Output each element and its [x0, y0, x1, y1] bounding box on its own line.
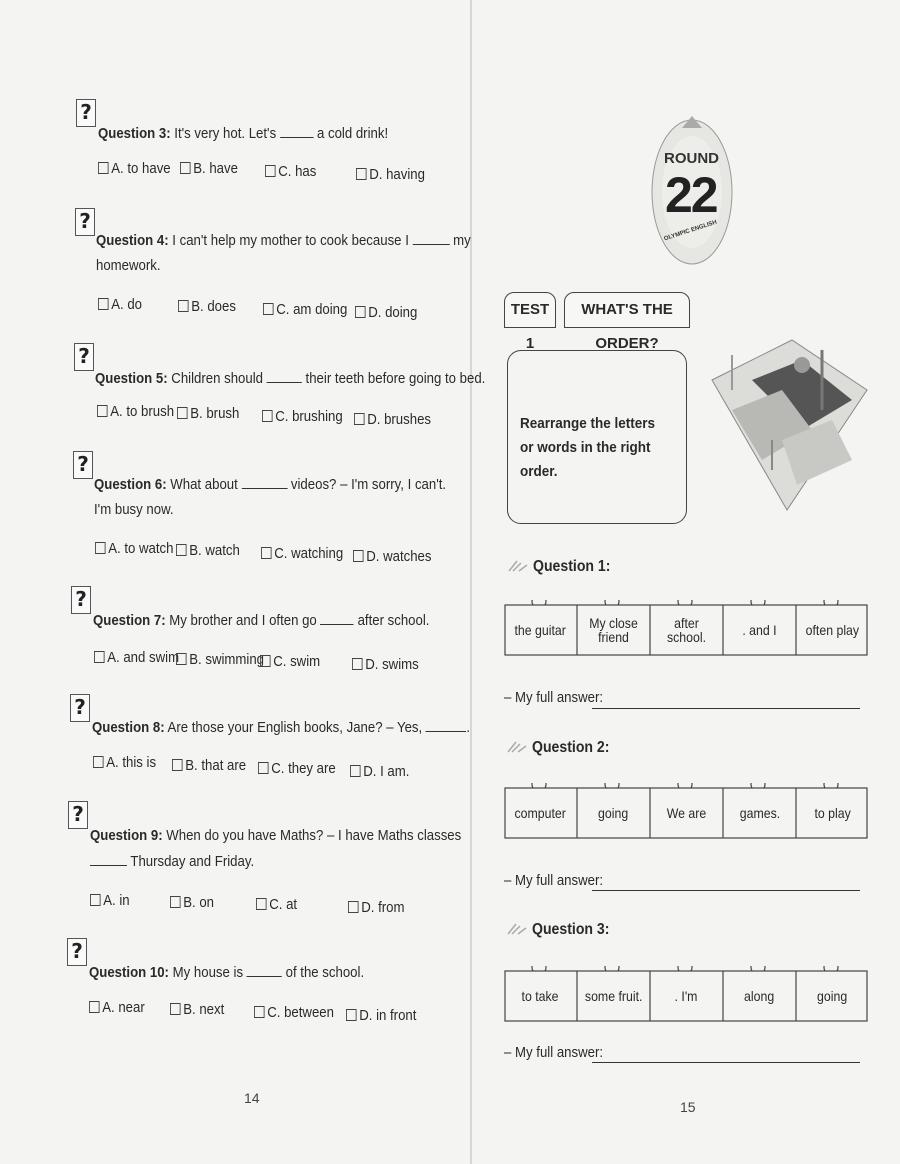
puzzle-piece[interactable]: going	[817, 988, 848, 1004]
option-a[interactable]: A. in	[90, 892, 130, 909]
puzzle-piece[interactable]: to play	[814, 805, 851, 821]
sparkle-icon	[506, 922, 528, 936]
question-mark-icon: ?	[75, 208, 95, 236]
question-3-text: Question 3: It's very hot. Let's a cold drink!	[98, 125, 389, 142]
option-c[interactable]: C. swim	[260, 653, 320, 670]
question-mark-icon: ?	[74, 343, 94, 371]
page-number: 15	[680, 1099, 696, 1115]
round-caption: OLYMPIC ENGLISH	[663, 219, 718, 243]
option-c[interactable]: C. watching	[261, 545, 343, 562]
option-b[interactable]: B. have	[180, 160, 238, 177]
tab-test-1: TEST 1	[504, 292, 556, 328]
option-a[interactable]: A. to have	[98, 160, 171, 177]
answer-line[interactable]	[592, 708, 860, 709]
question-6-text-line2: I'm busy now.	[94, 501, 174, 518]
answer-label: – My full answer:	[504, 872, 604, 889]
option-c[interactable]: C. at	[256, 896, 297, 913]
question-mark-icon: ?	[67, 938, 87, 966]
puzzle-piece[interactable]: the guitar	[514, 622, 566, 638]
puzzle-piece[interactable]: going	[598, 805, 629, 821]
option-a[interactable]: A. to brush	[97, 403, 174, 420]
question-7-text: Question 7: My brother and I often go after school.	[93, 612, 430, 629]
puzzle-piece[interactable]: to take	[521, 988, 559, 1004]
answer-label: – My full answer:	[504, 1044, 604, 1061]
option-c[interactable]: C. brushing	[262, 408, 343, 425]
option-a[interactable]: A. this is	[93, 754, 156, 771]
puzzle-question-3-label: Question 3:	[532, 921, 610, 938]
option-b[interactable]: B. brush	[177, 405, 239, 422]
puzzle-piece[interactable]: along	[744, 988, 775, 1004]
answer-label: – My full answer:	[504, 689, 604, 706]
answer-line[interactable]	[592, 1062, 860, 1063]
question-4-text-line2: homework.	[96, 257, 161, 274]
puzzle-question-2-label: Question 2:	[532, 739, 610, 756]
option-a[interactable]: A. to watch	[95, 540, 173, 557]
option-a[interactable]: A. do	[98, 296, 142, 313]
puzzle-question-1-label: Question 1:	[533, 558, 611, 575]
answer-blank	[320, 612, 353, 625]
puzzle-strip-3	[503, 966, 869, 1026]
page-number: 14	[244, 1090, 260, 1106]
question-mark-icon: ?	[73, 451, 93, 479]
page-gutter	[470, 0, 472, 1164]
option-a[interactable]: A. near	[89, 999, 145, 1016]
option-c[interactable]: C. has	[265, 163, 316, 180]
option-d[interactable]: D. from	[348, 899, 404, 916]
option-b[interactable]: B. swimming	[176, 651, 264, 668]
puzzle-piece[interactable]: some fruit.	[584, 988, 643, 1004]
answer-blank	[90, 853, 127, 866]
question-mark-icon: ?	[70, 694, 90, 722]
question-mark-icon: ?	[76, 99, 96, 127]
option-d[interactable]: D. watches	[353, 548, 431, 565]
option-b[interactable]: B. watch	[176, 542, 240, 559]
sparkle-icon	[506, 740, 528, 754]
question-4-text: Question 4: I can't help my mother to cook because I my	[96, 232, 471, 249]
answer-blank	[413, 232, 450, 245]
question-10-text: Question 10: My house is of the school.	[89, 964, 365, 981]
puzzle-strip-2	[503, 783, 869, 843]
answer-blank	[280, 125, 313, 138]
option-b[interactable]: B. next	[170, 1001, 224, 1018]
option-b[interactable]: B. that are	[172, 757, 246, 774]
tab-whats-the-order: WHAT'S THE ORDER?	[564, 292, 690, 328]
question-8-text: Question 8: Are those your English books, Jane? – Yes, .	[92, 719, 471, 736]
puzzle-piece[interactable]: We are	[666, 805, 707, 821]
option-b[interactable]: B. on	[170, 894, 214, 911]
option-d[interactable]: D. swims	[352, 656, 419, 673]
answer-blank	[247, 964, 282, 977]
question-mark-icon: ?	[68, 801, 88, 829]
puzzle-piece[interactable]: . and I	[742, 622, 777, 638]
puzzle-piece[interactable]: games.	[739, 805, 780, 821]
puzzle-piece[interactable]: . I'm	[675, 988, 698, 1004]
puzzle-illustration	[702, 320, 870, 520]
question-mark-icon: ?	[71, 586, 91, 614]
puzzle-piece[interactable]: My close friend	[589, 615, 638, 645]
option-a[interactable]: A. and swim	[94, 649, 179, 666]
option-c[interactable]: C. they are	[258, 760, 336, 777]
question-9-text: Question 9: When do you have Maths? – I have Maths classes	[90, 827, 462, 844]
option-d[interactable]: D. doing	[355, 304, 417, 321]
option-d[interactable]: D. in front	[346, 1007, 416, 1024]
question-9-text-line2: Thursday and Friday.	[90, 853, 254, 870]
answer-blank	[426, 719, 466, 732]
option-c[interactable]: C. between	[254, 1004, 334, 1021]
puzzle-piece[interactable]: computer	[514, 805, 566, 821]
answer-line[interactable]	[592, 890, 860, 891]
sparkle-icon	[507, 559, 529, 573]
round-number: 22	[665, 167, 717, 223]
question-6-text: Question 6: What about videos? – I'm sorry, I can't.	[94, 476, 447, 493]
option-d[interactable]: D. I am.	[350, 763, 409, 780]
puzzle-piece[interactable]: often play	[805, 622, 860, 638]
question-5-text: Question 5: Children should their teeth before going to bed.	[95, 370, 486, 387]
answer-blank	[267, 370, 302, 383]
option-c[interactable]: C. am doing	[263, 301, 347, 318]
option-d[interactable]: D. having	[356, 166, 425, 183]
answer-blank	[241, 476, 287, 489]
option-b[interactable]: B. does	[178, 298, 236, 315]
puzzle-piece[interactable]: after school.	[666, 615, 707, 645]
instruction-text: Rearrange the letters or words in the right order.	[520, 415, 656, 480]
round-word: ROUND	[664, 150, 719, 167]
puzzle-strip-1	[503, 600, 869, 660]
option-d[interactable]: D. brushes	[354, 411, 431, 428]
